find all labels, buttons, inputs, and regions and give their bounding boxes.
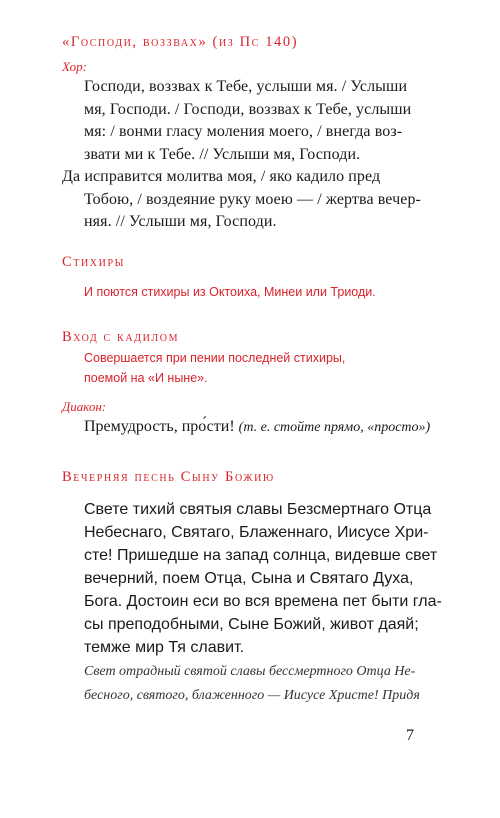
hymn-line: вечерний, поем Отца, Сына и Святаго Духа, [84,570,414,587]
psalm-refrain [62,76,421,234]
psalm-heading: «Господи, воззвах» (из Пс 140) [62,34,299,50]
entrance-rubric-line: поемой на «И ныне». [84,371,208,385]
page-number: 7 [406,727,414,744]
stichera-heading: Стихиры [62,254,125,270]
choir-role-label: Хор: [62,59,88,74]
hymn-line: Небеснаго, Святаго, Блаженнаго, Иисусе Хри- [84,524,429,541]
verse-line: Тобою, / воздеяние руку моею — / жертва вечер- [84,190,421,208]
refrain-line: мя: / вонми гласу моления моего, / внегда воз- [84,123,403,140]
hymn-line: Свете тихий святыя славы Безсмертнаго Отца [84,501,432,518]
entrance-heading: Вход с кадилом [62,329,180,345]
refrain-line: мя, Господи. / Господи, воззвах к Тебе, услыши [84,100,412,118]
entrance-rubric-line: Совершается при пении последней стихиры, [84,351,346,365]
translation-line: Свет отрадный святой славы бессмертного Отца Не- [84,664,416,679]
refrain-line: звати ми к Тебе. // Услыши мя, Господи. [84,145,361,163]
deacon-exclamation [84,416,430,439]
exclamation-text: Премудрость, про́сти! [84,418,239,435]
stichera-rubric: И поются стихиры из Октоиха, Минеи или Триоди. [84,285,376,299]
refrain-line: Господи, воззвах к Тебе, услыши мя. / Услыши [84,78,408,95]
deacon-role-label: Диакон: [62,399,107,414]
hymn-line: сте! Пришедше на запад солнца, видевше свет [84,547,438,564]
hymn-text [84,498,442,659]
hymn-heading: Вечерняя песнь Сыну Божию [62,469,275,485]
translation-line: бесного, святого, блаженного — Иисусе Христе! Придя [84,688,420,703]
hymn-line: Бога. Достоин еси во вся времена пет быти гла- [84,593,442,610]
exclamation-gloss: (т. е. стойте прямо, «просто») [238,420,431,435]
hymn-line: темже мир Тя славит. [84,639,245,656]
verse-line: Да исправится молитва моя, / яко кадило пред [62,168,381,185]
hymn-line: сы преподобными, Сыне Божий, живот даяй; [84,616,419,633]
hymn-translation [84,660,420,708]
verse-line: няя. // Услыши мя, Господи. [84,213,277,230]
